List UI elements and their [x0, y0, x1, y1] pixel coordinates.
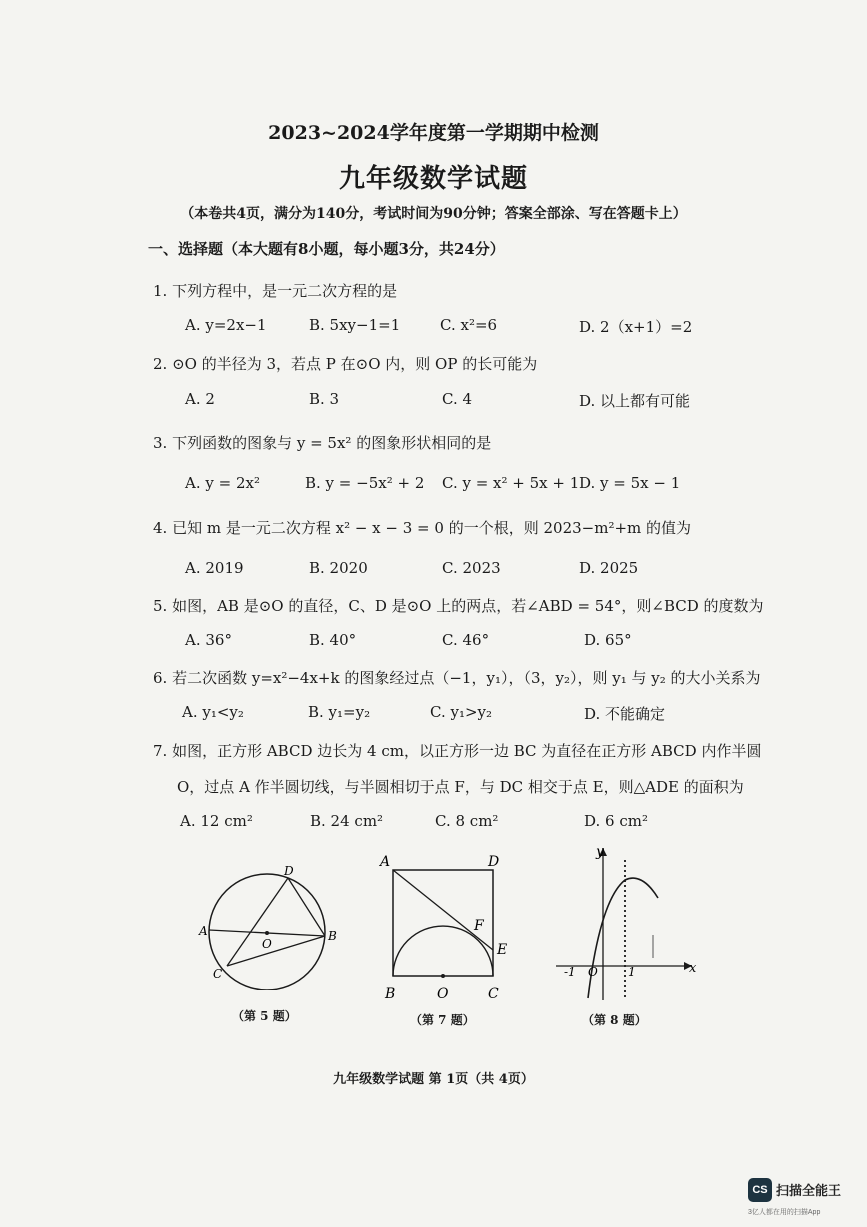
q2-option-a: A. 2 [185, 390, 215, 408]
question-7-stem: 7. 如图，正方形 ABCD 边长为 4 cm，以正方形一边 BC 为直径在正方形 ABCD 内作半圆 [153, 742, 762, 760]
q7-option-c: C. 8 cm² [435, 812, 499, 830]
exam-note: （本卷共4页，满分为140分，考试时间为90分钟；答案全部涂、写在答题卡上） [180, 206, 687, 222]
q2-option-d: D. 以上都有可能 [579, 392, 691, 410]
q3-option-b: B. y = −5x² + 2 [305, 474, 425, 492]
scanner-watermark [748, 1178, 856, 1218]
q1-option-d: D. 2（x+1）=2 [579, 318, 693, 336]
fig7-center-dot [441, 974, 445, 978]
question-3-stem: 3. 下列函数的图象与 y = 5x² 的图象形状相同的是 [153, 434, 492, 452]
q5-option-b: B. 40° [309, 631, 357, 649]
fig5-center-dot [265, 931, 269, 935]
figure-7-square [375, 848, 515, 1006]
q5-option-a: A. 36° [185, 631, 232, 649]
fig7-label-a: A [380, 854, 391, 870]
figure-8-caption: （第 8 题） [582, 1013, 647, 1027]
q1-option-c: C. x²=6 [440, 316, 498, 334]
q1-option-a: A. y=2x−1 [185, 316, 267, 334]
q6-option-b: B. y₁=y₂ [308, 703, 371, 721]
q5-option-d: D. 65° [584, 631, 632, 649]
q4-option-b: B. 2020 [309, 559, 368, 577]
question-6-stem: 6. 若二次函数 y=x²−4x+k 的图象经过点（−1，y₁），（3，y₂），则 y₁ 与 y₂ 的大小关系为 [153, 669, 761, 687]
watermark-name: 扫描全能王 [776, 1183, 842, 1198]
fig7-label-o: O [437, 986, 449, 1002]
q1-option-b: B. 5xy−1=1 [309, 316, 401, 334]
fig8-label-x: x [689, 961, 697, 976]
fig5-chord-cd [227, 878, 288, 966]
watermark-tagline: 3亿人都在用的扫描App [748, 1209, 821, 1216]
q7-option-a: A. 12 cm² [180, 812, 253, 830]
figure-5-circle [195, 860, 345, 990]
q6-option-c: C. y₁>y₂ [430, 703, 493, 721]
q3-option-a: A. y = 2x² [185, 474, 260, 492]
figure-8-parabola [552, 840, 702, 1005]
fig5-chord-cb [227, 936, 325, 966]
q7-option-d: D. 6 cm² [584, 812, 648, 830]
fig5-label-d: D [284, 864, 294, 878]
fig7-tangent-ae [393, 870, 493, 950]
q6-option-a: A. y₁<y₂ [182, 703, 244, 721]
fig7-label-c: C [488, 986, 499, 1002]
q3-option-d: D. y = 5x − 1 [579, 474, 681, 492]
q3-option-c: C. y = x² + 5x + 1 [442, 474, 580, 492]
figure-5-caption: （第 5 题） [232, 1009, 297, 1023]
fig8-parabola-curve [588, 878, 658, 998]
exam-subtitle: 九年级数学试题 [338, 164, 528, 194]
fig7-label-d: D [488, 854, 500, 870]
fig8-label-y: y [596, 844, 604, 860]
figure-7-caption: （第 7 题） [410, 1013, 475, 1027]
page-footer: 九年级数学试题 第 1页（共 4页） [333, 1072, 534, 1087]
fig8-label-neg1: -1 [564, 965, 576, 979]
question-5-stem: 5. 如图，AB 是⊙O 的直径，C、D 是⊙O 上的两点，若∠ABD = 54°，则∠BCD 的度数为 [153, 597, 764, 615]
question-2-stem: 2. ⊙O 的半径为 3，若点 P 在⊙O 内，则 OP 的长可能为 [153, 355, 538, 373]
q4-option-c: C. 2023 [442, 559, 501, 577]
exam-title: 2023~2024学年度第一学期期中检测 [268, 122, 599, 144]
fig8-label-o: O [588, 965, 598, 979]
q4-option-a: A. 2019 [185, 559, 244, 577]
section-heading: 一、选择题（本大题有8小题，每小题3分，共24分） [148, 240, 505, 258]
question-4-stem: 4. 已知 m 是一元二次方程 x² − x − 3 = 0 的一个根，则 2023−m²+m 的值为 [153, 519, 692, 537]
fig7-label-f: F [474, 918, 484, 934]
question-7-stem-cont: O，过点 A 作半圆切线，与半圆相切于点 F，与 DC 相交于点 E，则△ADE 的面积为 [177, 778, 744, 796]
fig8-label-1: 1 [628, 965, 636, 979]
fig5-label-a: A [199, 924, 208, 938]
q2-option-c: C. 4 [442, 390, 473, 408]
q7-option-b: B. 24 cm² [310, 812, 384, 830]
fig7-label-e: E [497, 942, 508, 958]
q2-option-b: B. 3 [309, 390, 340, 408]
question-1-stem: 1. 下列方程中，是一元二次方程的是 [153, 282, 398, 300]
q6-option-d: D. 不能确定 [584, 705, 666, 723]
fig5-label-o: O [262, 937, 272, 951]
q5-option-c: C. 46° [442, 631, 490, 649]
q4-option-d: D. 2025 [579, 559, 639, 577]
fig5-label-b: B [328, 929, 337, 943]
fig7-label-b: B [385, 986, 396, 1002]
fig5-label-c: C [213, 967, 223, 981]
camscanner-logo-icon: CS [748, 1178, 772, 1202]
